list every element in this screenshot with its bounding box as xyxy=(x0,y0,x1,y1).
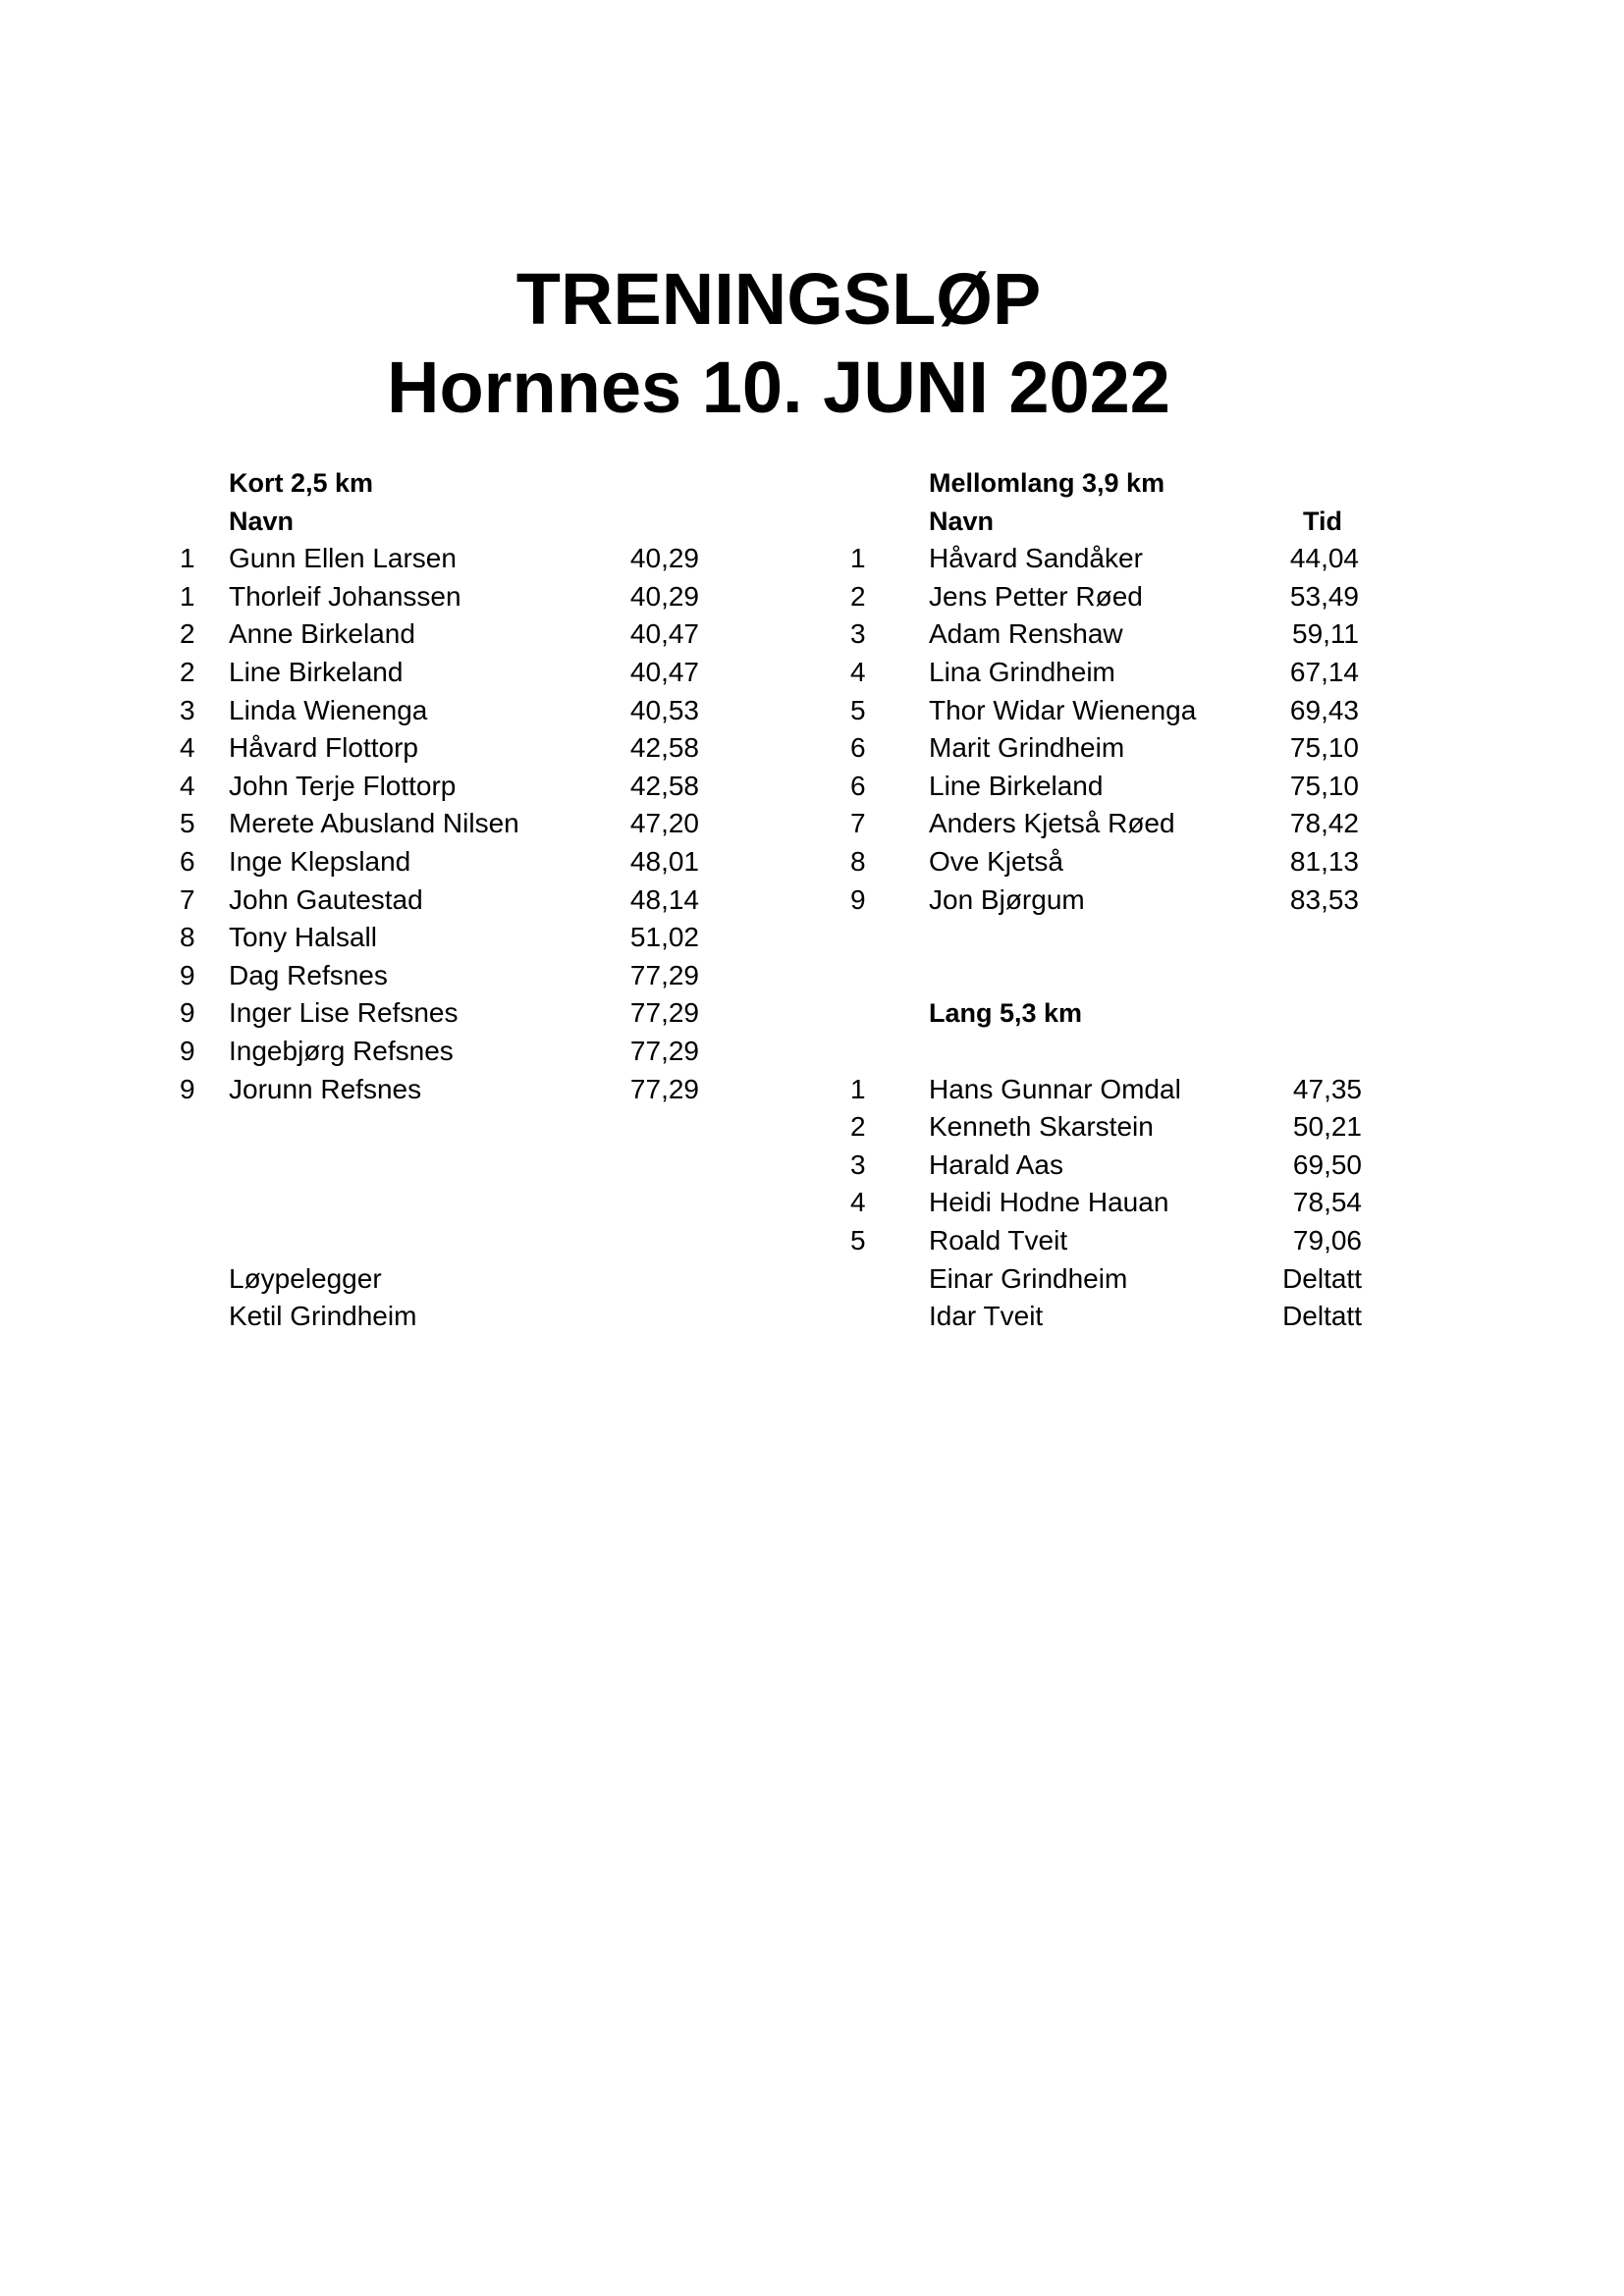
mellomlang-row-name: Jens Petter Røed xyxy=(929,580,1143,612)
mellomlang-row-name: Thor Widar Wienenga xyxy=(929,694,1197,725)
kort-row-name: Anne Birkeland xyxy=(229,618,415,650)
kort-row-name: Håvard Flottorp xyxy=(229,732,418,764)
lang-row-time: Deltatt xyxy=(1282,1301,1362,1332)
mellomlang-heading: Mellomlang 3,9 km xyxy=(929,468,1165,498)
kort-row-time: 48,01 xyxy=(629,846,699,877)
kort-row-name: Merete Abusland Nilsen xyxy=(229,808,519,839)
mellomlang-row-time: 59,11 xyxy=(1292,618,1359,650)
kort-name-header: Navn xyxy=(229,506,295,536)
lang-row-time: 78,54 xyxy=(1292,1187,1362,1218)
mellomlang-row-rank: 2 xyxy=(850,580,866,612)
mellomlang-row-rank: 3 xyxy=(850,618,866,650)
lang-row-time: Deltatt xyxy=(1282,1262,1362,1294)
document-subtitle: Hornnes 10. JUNI 2022 xyxy=(387,347,1170,428)
kort-row-name: John Terje Flottorp xyxy=(229,770,457,801)
lang-row-name: Heidi Hodne Hauan xyxy=(929,1187,1169,1218)
kort-row-name: Jorunn Refsnes xyxy=(229,1073,422,1104)
mellomlang-row-name: Lina Grindheim xyxy=(929,657,1115,687)
kort-row-rank: 9 xyxy=(180,997,195,1029)
kort-row-time: 42,58 xyxy=(629,770,699,801)
kort-row-rank: 9 xyxy=(180,959,195,990)
kort-heading: Kort 2,5 km xyxy=(229,468,374,498)
mellomlang-row-rank: 6 xyxy=(850,770,866,801)
kort-row-name: Thorleif Johanssen xyxy=(229,580,461,612)
kort-row-time: 47,20 xyxy=(629,808,699,839)
lang-row-rank: 5 xyxy=(850,1225,866,1255)
mellomlang-row-time: 81,13 xyxy=(1289,846,1359,877)
lang-row-rank: 1 xyxy=(850,1073,866,1104)
lang-row-time: 79,06 xyxy=(1292,1225,1362,1255)
lang-row-rank: 3 xyxy=(850,1148,866,1180)
lang-heading: Lang 5,3 km xyxy=(929,998,1083,1029)
mellomlang-row-time: 75,10 xyxy=(1289,732,1359,764)
mellomlang-row-name: Line Birkeland xyxy=(929,770,1104,801)
lang-row-time: 50,21 xyxy=(1292,1111,1362,1143)
mellomlang-row-name: Marit Grindheim xyxy=(929,732,1125,764)
mellomlang-row-name: Ove Kjetså xyxy=(929,846,1063,877)
kort-row-time: 77,29 xyxy=(629,1036,699,1066)
kort-row-name: Gunn Ellen Larsen xyxy=(229,543,457,574)
kort-row-name: Linda Wienenga xyxy=(229,694,428,725)
kort-row-time: 77,29 xyxy=(629,1073,699,1104)
lang-row-time: 69,50 xyxy=(1292,1148,1362,1180)
mellomlang-row-rank: 6 xyxy=(850,732,866,764)
kort-row-name: Dag Refsnes xyxy=(229,959,388,990)
kort-row-rank: 8 xyxy=(180,922,195,953)
document-title: TRENINGSLØP xyxy=(515,258,1042,340)
kort-row-time: 51,02 xyxy=(629,922,699,953)
kort-row-rank: 2 xyxy=(180,618,195,650)
mellomlang-row-name: Håvard Sandåker xyxy=(929,543,1143,574)
lang-row-name: Harald Aas xyxy=(929,1148,1063,1180)
kort-row-rank: 9 xyxy=(180,1073,195,1104)
course-setter-name: Ketil Grindheim xyxy=(229,1301,417,1332)
lang-row-rank: 4 xyxy=(850,1187,866,1218)
mellomlang-row-time: 44,04 xyxy=(1289,543,1359,574)
kort-row-time: 40,47 xyxy=(629,657,699,687)
mellomlang-row-rank: 5 xyxy=(850,694,866,725)
mellomlang-row-name: Anders Kjetså Røed xyxy=(929,808,1175,839)
lang-row-name: Hans Gunnar Omdal xyxy=(929,1073,1181,1104)
mellomlang-row-time: 83,53 xyxy=(1289,883,1359,915)
kort-row-rank: 2 xyxy=(180,657,195,687)
kort-row-rank: 4 xyxy=(180,770,195,801)
kort-row-name: Line Birkeland xyxy=(229,657,404,687)
lang-row-name: Kenneth Skarstein xyxy=(929,1111,1154,1143)
mellomlang-row-rank: 1 xyxy=(850,543,866,574)
lang-row-rank: 2 xyxy=(850,1111,866,1143)
mellomlang-row-name: Adam Renshaw xyxy=(929,618,1123,650)
mellomlang-time-header: Tid xyxy=(1303,506,1342,536)
course-setter-label: Løypelegger xyxy=(229,1262,382,1294)
mellomlang-row-name: Jon Bjørgum xyxy=(929,883,1085,915)
kort-row-rank: 5 xyxy=(180,808,195,839)
kort-row-rank: 1 xyxy=(180,580,195,612)
kort-row-name: John Gautestad xyxy=(229,883,423,915)
kort-row-time: 77,29 xyxy=(629,997,699,1029)
lang-row-rank xyxy=(850,1260,890,1298)
mellomlang-name-header: Navn xyxy=(929,506,995,536)
mellomlang-row-rank: 7 xyxy=(850,808,866,839)
kort-row-time: 48,14 xyxy=(629,883,699,915)
kort-row-rank: 3 xyxy=(180,694,195,725)
lang-row-time: 47,35 xyxy=(1292,1073,1362,1104)
kort-row-rank: 7 xyxy=(180,883,195,915)
kort-row-time: 40,53 xyxy=(629,694,699,725)
kort-row-rank: 6 xyxy=(180,846,195,877)
mellomlang-row-rank: 8 xyxy=(850,846,866,877)
lang-row-name: Idar Tveit xyxy=(929,1301,1044,1332)
mellomlang-row-rank: 4 xyxy=(850,657,866,687)
lang-row-name: Einar Grindheim xyxy=(929,1262,1128,1294)
kort-row-time: 42,58 xyxy=(629,732,699,764)
mellomlang-row-time: 69,43 xyxy=(1289,694,1359,725)
kort-row-name: Inger Lise Refsnes xyxy=(229,997,459,1029)
kort-row-rank: 1 xyxy=(180,543,195,574)
kort-row-rank: 9 xyxy=(180,1036,195,1066)
kort-row-name: Tony Halsall xyxy=(229,922,377,953)
mellomlang-row-time: 78,42 xyxy=(1289,808,1359,839)
kort-row-time: 40,29 xyxy=(629,580,699,612)
kort-row-name: Ingebjørg Refsnes xyxy=(229,1036,454,1066)
kort-row-time: 40,47 xyxy=(629,618,699,650)
kort-row-name: Inge Klepsland xyxy=(229,846,411,877)
lang-row-rank xyxy=(850,1298,890,1335)
kort-row-time: 40,29 xyxy=(629,543,699,574)
kort-row-rank: 4 xyxy=(180,732,195,764)
mellomlang-row-time: 67,14 xyxy=(1289,657,1359,687)
mellomlang-row-time: 53,49 xyxy=(1289,580,1359,612)
kort-row-time: 77,29 xyxy=(629,959,699,990)
mellomlang-row-rank: 9 xyxy=(850,883,866,915)
mellomlang-row-time: 75,10 xyxy=(1289,770,1359,801)
lang-row-name: Roald Tveit xyxy=(929,1225,1068,1255)
